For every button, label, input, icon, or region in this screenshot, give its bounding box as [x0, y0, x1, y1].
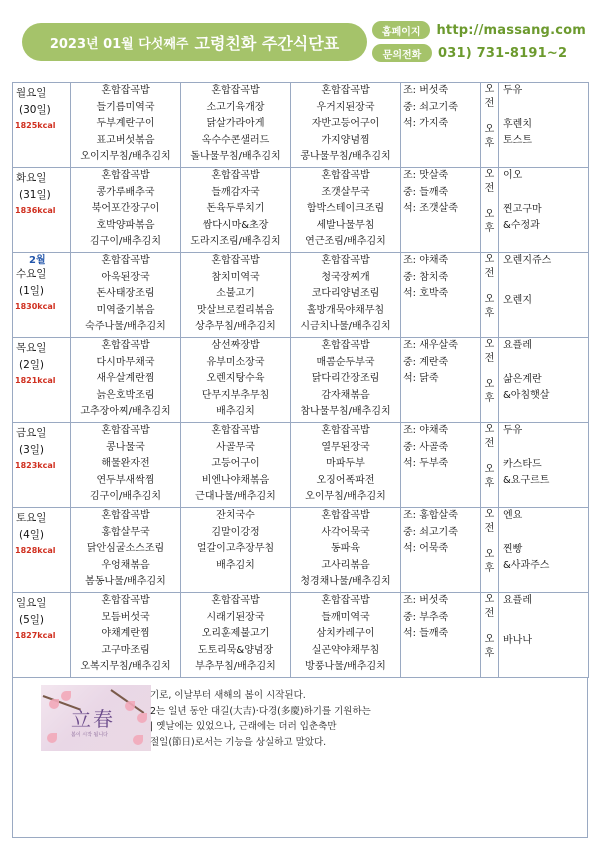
- menu-item: 부추무침/배추김치: [195, 661, 276, 672]
- porridge-item: 조: 야채죽: [403, 255, 449, 266]
- snack-pm-item: 찐고구마: [503, 204, 542, 215]
- breakfast-cell: [71, 83, 181, 168]
- day-date: (5일): [19, 614, 45, 626]
- porridge-cell: [401, 423, 481, 508]
- menu-item: 닭다리간장조림: [311, 373, 380, 384]
- menu-item: 세발나물무침: [316, 219, 375, 231]
- kcal-label: 1828kcal: [15, 546, 56, 555]
- menu-item: 청경채나물/배추김치: [300, 576, 391, 587]
- porridge-item: 중: 쇠고기죽: [403, 526, 458, 538]
- menu-item: 우거지된장국: [316, 101, 375, 113]
- menu-item: 함박스테이크조림: [306, 203, 385, 214]
- menu-item: 혼합잡곡밥: [321, 170, 370, 181]
- snack-pm-item: 오렌지: [503, 295, 532, 306]
- lunch-cell: [181, 593, 291, 678]
- snack-cell: [499, 253, 589, 338]
- menu-item: 혼합잡곡밥: [101, 340, 150, 351]
- day-cell: [13, 338, 71, 423]
- menu-item: 해물완자전: [101, 458, 150, 469]
- menu-item: 혼합잡곡밥: [211, 85, 260, 96]
- day-name: 토요일: [16, 512, 47, 524]
- menu-item: 오렌지탕수육: [206, 373, 265, 384]
- menu-item: 콩나물국: [106, 441, 145, 453]
- menu-item: 들깨미역국: [321, 611, 370, 623]
- snack-pm-item: 삶은계란: [503, 374, 542, 385]
- day-cell: [13, 593, 71, 678]
- am-pm-cell: [481, 253, 499, 338]
- menu-item: 오이지무침/배추김치: [80, 151, 171, 162]
- menu-item: 연근조림/배추김치: [305, 236, 386, 247]
- day-name: 월요일: [16, 87, 47, 99]
- day-date: (2일): [19, 359, 45, 371]
- menu-item: 봄동나물/배추김치: [85, 576, 166, 587]
- day-date: (3일): [19, 444, 45, 456]
- porridge-item: 중: 들깨죽: [403, 186, 449, 198]
- menu-item: 삼치카레구이: [316, 628, 375, 639]
- day-date: (31일): [19, 189, 51, 201]
- menu-item: 미역줄기볶음: [96, 304, 155, 316]
- menu-item: 청국장찌개: [321, 271, 370, 283]
- day-cell: [13, 508, 71, 593]
- menu-item: 혼합잡곡밥: [101, 425, 150, 436]
- menu-item: 김구이/배추김치: [90, 491, 161, 502]
- day-cell: [13, 423, 71, 508]
- porridge-cell: [401, 338, 481, 423]
- menu-item: 코다리양념조림: [311, 288, 380, 299]
- am-label: 오전: [484, 424, 495, 449]
- porridge-item: 석: 호박죽: [403, 288, 449, 299]
- am-pm-cell: [481, 338, 499, 423]
- title-main: 고령친화 주간식단표: [194, 33, 340, 53]
- menu-item: 새우살계란찜: [96, 373, 155, 384]
- day-row: [13, 508, 589, 593]
- day-date: (4일): [19, 529, 45, 541]
- day-name: 목요일: [16, 342, 47, 354]
- porridge-item: 석: 어묵죽: [403, 543, 449, 554]
- menu-item: 오복지무침/배추김치: [80, 661, 171, 672]
- menu-item: 우엉채볶음: [101, 559, 150, 571]
- day-cell: [13, 83, 71, 168]
- menu-item: 비엔나야채볶음: [201, 474, 270, 486]
- porridge-item: 석: 조갯살죽: [403, 203, 458, 214]
- footer-line: 절일(節日)로서는 기능을 상실하고 말았다.: [150, 736, 327, 748]
- menu-item: 콩나물무침/배추김치: [300, 151, 391, 162]
- menu-item: 모듬버섯국: [101, 611, 150, 623]
- am-label: 오전: [484, 594, 495, 619]
- snack-am-item: 이오: [503, 170, 523, 181]
- menu-item: 숙주나물/배추김치: [85, 321, 166, 332]
- porridge-item: 중: 계란죽: [403, 356, 449, 368]
- menu-item: 자반고등어구이: [311, 118, 380, 129]
- title-week: 2023년 01월 다섯째주: [49, 36, 189, 52]
- menu-item: 혼합잡곡밥: [101, 255, 150, 266]
- month-mark: 2월: [29, 255, 46, 266]
- ipchun-title: 立春: [71, 707, 115, 731]
- snack-cell: [499, 338, 589, 423]
- footer-line: 기로, 이날부터 새해의 봄이 시작된다.: [150, 690, 306, 701]
- menu-item: 삼선짜장밥: [211, 340, 260, 351]
- breakfast-cell: [71, 168, 181, 253]
- menu-item: 사골무국: [216, 441, 255, 453]
- menu-item: 쌈다시마&초장: [202, 219, 269, 231]
- breakfast-cell: [71, 253, 181, 338]
- menu-item: 혼합잡곡밥: [211, 425, 260, 436]
- lunch-cell: [181, 168, 291, 253]
- kcal-label: 1821kcal: [15, 376, 56, 385]
- breakfast-cell: [71, 508, 181, 593]
- pm-label: 오후: [484, 379, 495, 404]
- menu-item: 소고기육개장: [206, 101, 265, 113]
- menu-item: 다시마무채국: [96, 356, 155, 368]
- snack-am-item: 두유: [503, 425, 523, 436]
- snack-cell: [499, 508, 589, 593]
- menu-item: 도토리묵&양념장: [197, 644, 274, 656]
- snack-cell: [499, 593, 589, 678]
- menu-item: 오징어폭파전: [316, 474, 375, 486]
- menu-item: 연두부새싹찜: [96, 474, 155, 486]
- snack-pm-item: 찐빵: [503, 544, 523, 555]
- menu-item: 김구이/배추김치: [90, 236, 161, 247]
- menu-item: 혼합잡곡밥: [321, 340, 370, 351]
- menu-item: 동파육: [331, 543, 360, 554]
- pm-label: 오후: [484, 464, 495, 489]
- am-label: 오전: [484, 339, 495, 364]
- porridge-item: 조: 야채죽: [403, 425, 449, 436]
- porridge-item: 조: 홍합살죽: [403, 510, 458, 521]
- snack-cell: [499, 168, 589, 253]
- am-pm-cell: [481, 508, 499, 593]
- menu-item: 늙은호박조림: [96, 389, 155, 401]
- lunch-cell: [181, 253, 291, 338]
- menu-item: 홍합살무국: [101, 526, 150, 538]
- menu-item: 오리훈제불고기: [201, 628, 270, 639]
- pm-label: 오후: [484, 634, 495, 659]
- homepage-link[interactable]: http://massang.com: [436, 22, 586, 38]
- menu-item: 혼합잡곡밥: [211, 170, 260, 181]
- kcal-label: 1836kcal: [15, 206, 56, 215]
- menu-item: 혼합잡곡밥: [101, 510, 150, 521]
- snack-am-item: 엔요: [503, 510, 523, 521]
- porridge-item: 중: 사골죽: [403, 441, 449, 453]
- porridge-cell: [401, 83, 481, 168]
- day-date: (30일): [19, 104, 51, 116]
- menu-item: 혼합잡곡밥: [101, 170, 150, 181]
- menu-item: 소불고기: [216, 288, 255, 299]
- porridge-item: 조: 맛살죽: [403, 170, 449, 181]
- menu-item: 혼합잡곡밥: [321, 85, 370, 96]
- snack-pm-item: 토스트: [503, 135, 532, 146]
- contact-phone: 031) 731-8191~2: [438, 45, 568, 61]
- dinner-cell: [291, 423, 401, 508]
- menu-item: 참치미역국: [211, 271, 260, 283]
- menu-item: 닭살가라아게: [206, 118, 265, 129]
- menu-item: 옥수수콘샐러드: [201, 134, 270, 146]
- menu-item: 조갯살무국: [321, 186, 370, 198]
- porridge-item: 중: 참치죽: [403, 271, 449, 283]
- snack-am-item: 두유: [503, 85, 523, 96]
- day-row: [13, 168, 589, 253]
- menu-item: 들깨감자국: [211, 186, 260, 198]
- menu-item: 고사리볶음: [321, 559, 370, 571]
- day-name: 화요일: [16, 172, 47, 184]
- menu-item: 배추김치: [216, 559, 255, 571]
- dinner-cell: [291, 253, 401, 338]
- porridge-item: 석: 닭죽: [403, 373, 439, 384]
- porridge-cell: [401, 168, 481, 253]
- porridge-cell: [401, 593, 481, 678]
- menu-item: 시금치나물/배추김치: [300, 321, 391, 332]
- day-row: [13, 593, 589, 678]
- day-row: [13, 423, 589, 508]
- menu-item: 오이무침/배추김치: [305, 491, 386, 502]
- porridge-item: 중: 부추죽: [403, 611, 449, 623]
- am-pm-cell: [481, 83, 499, 168]
- pm-label: 오후: [484, 294, 495, 319]
- porridge-item: 석: 가지죽: [403, 118, 449, 129]
- menu-item: 혼합잡곡밥: [211, 255, 260, 266]
- header: [14, 20, 586, 66]
- menu-item: 가지양념찜: [321, 134, 370, 146]
- menu-item: 배추김치: [216, 406, 255, 417]
- pm-label: 오후: [484, 549, 495, 574]
- am-pm-cell: [481, 593, 499, 678]
- day-name: 수요일: [16, 268, 47, 280]
- dinner-cell: [291, 83, 401, 168]
- pm-label: 오후: [484, 124, 495, 149]
- menu-item: 고추장아찌/배추김치: [80, 406, 171, 417]
- snack-am-item: 요플레: [503, 595, 532, 606]
- am-label: 오전: [484, 169, 495, 194]
- title-banner: [22, 23, 367, 61]
- menu-item: 단무지부추무침: [201, 389, 270, 401]
- menu-item: 혼합잡곡밥: [321, 595, 370, 606]
- breakfast-cell: [71, 593, 181, 678]
- snack-pm-item: 카스타드: [503, 459, 542, 470]
- menu-item: 도라지조림/배추김치: [190, 236, 281, 247]
- contact-row: [372, 43, 586, 63]
- snack-am-item: 요플레: [503, 340, 532, 351]
- day-cell: [13, 168, 71, 253]
- menu-item: 들기름미역국: [96, 101, 155, 113]
- lunch-cell: [181, 338, 291, 423]
- kcal-label: 1823kcal: [15, 461, 56, 470]
- menu-item: 열무된장국: [321, 441, 370, 453]
- menu-item: 혼합잡곡밥: [101, 595, 150, 606]
- porridge-cell: [401, 508, 481, 593]
- day-date: (1일): [19, 285, 45, 297]
- contact-label: 문의전화: [372, 44, 432, 62]
- menu-item: 방풍나물/배추김치: [305, 661, 386, 672]
- contact-info: [372, 20, 586, 66]
- menu-item: 고등어구이: [211, 458, 260, 469]
- dinner-cell: [291, 508, 401, 593]
- ipchun-image: [41, 685, 151, 751]
- porridge-item: 중: 쇠고기죽: [403, 101, 458, 113]
- menu-item: 혼합잡곡밥: [101, 85, 150, 96]
- menu-item: 시래기된장국: [206, 611, 265, 623]
- day-name: 금요일: [16, 427, 47, 439]
- menu-item: 돌나물무침/배추김치: [190, 151, 281, 162]
- lunch-cell: [181, 83, 291, 168]
- menu-item: 근대나물/배추김치: [195, 491, 276, 502]
- am-label: 오전: [484, 84, 495, 109]
- dinner-cell: [291, 338, 401, 423]
- day-row: [13, 338, 589, 423]
- day-cell: [13, 253, 71, 338]
- menu-item: 돈육두루치기: [206, 203, 265, 214]
- lunch-cell: [181, 423, 291, 508]
- menu-item: 콩가루배추국: [96, 186, 155, 198]
- menu-item: 유부미소장국: [206, 356, 265, 368]
- ipchun-caption: 봄이 시작 됩니다: [71, 732, 108, 738]
- weekly-menu-table: [12, 82, 589, 678]
- porridge-item: 석: 들깨죽: [403, 628, 449, 639]
- menu-item: 두부계란구이: [96, 118, 155, 129]
- snack-pm-item: &아침햇살: [503, 390, 550, 401]
- dinner-cell: [291, 168, 401, 253]
- menu-item: 혼합잡곡밥: [321, 425, 370, 436]
- menu-item: 닭안심굴소스조림: [86, 543, 165, 554]
- snack-pm-item: &수정과: [503, 220, 540, 231]
- porridge-item: 조: 버섯죽: [403, 595, 449, 606]
- menu-item: 감자채볶음: [321, 389, 370, 401]
- homepage-label: 홈페이지: [372, 21, 430, 39]
- menu-item: 사각어묵국: [321, 526, 370, 538]
- kcal-label: 1830kcal: [15, 302, 56, 311]
- am-pm-cell: [481, 168, 499, 253]
- porridge-item: 석: 두부죽: [403, 458, 449, 469]
- am-label: 오전: [484, 254, 495, 279]
- snack-cell: [499, 423, 589, 508]
- am-label: 오전: [484, 509, 495, 534]
- menu-item: 잔치국수: [216, 510, 255, 521]
- menu-item: 야채계란찜: [101, 628, 150, 639]
- menu-item: 고구마조림: [101, 644, 150, 656]
- footer-note: [12, 678, 588, 838]
- menu-item: 상추무침/배추김치: [195, 321, 276, 332]
- pm-label: 오후: [484, 209, 495, 234]
- porridge-item: 조: 버섯죽: [403, 85, 449, 96]
- day-row: [13, 83, 589, 168]
- kcal-label: 1827kcal: [15, 631, 56, 640]
- menu-item: 혼합잡곡밥: [211, 595, 260, 606]
- menu-item: 표고버섯볶음: [96, 134, 155, 146]
- menu-item: 돈사태장조림: [96, 288, 155, 299]
- kcal-label: 1825kcal: [15, 121, 56, 130]
- menu-item: 김말이강정: [211, 526, 260, 538]
- snack-cell: [499, 83, 589, 168]
- menu-item: 맛살브로컬리볶음: [196, 304, 275, 316]
- snack-pm-item: 바나나: [503, 635, 532, 646]
- snack-pm-item: &요구르트: [503, 475, 550, 486]
- footer-line: | 옛날에는 있었으나, 근래에는 더러 입춘축만: [150, 721, 337, 732]
- day-name: 일요일: [16, 597, 47, 609]
- homepage-row: [372, 20, 586, 40]
- am-pm-cell: [481, 423, 499, 508]
- menu-item: 매콤순두부국: [316, 356, 375, 368]
- footer-line: 2는 일년 동안 대길(大吉)·다경(多慶)하기를 기원하는: [150, 705, 371, 717]
- porridge-item: 조: 새우살죽: [403, 340, 458, 351]
- menu-item: 아욱된장국: [101, 271, 150, 283]
- menu-item: 혼합잡곡밥: [321, 510, 370, 521]
- menu-item: 호박양파볶음: [96, 219, 155, 231]
- breakfast-cell: [71, 338, 181, 423]
- menu-item: 북어포간장구이: [91, 203, 160, 214]
- menu-item: 홀방개묵야채무침: [306, 304, 385, 316]
- menu-item: 참나물무침/배추김치: [300, 406, 391, 417]
- snack-pm-item: 후렌치: [503, 119, 532, 130]
- menu-item: 혼합잡곡밥: [321, 255, 370, 266]
- breakfast-cell: [71, 423, 181, 508]
- snack-am-item: 오렌지쥬스: [503, 255, 552, 266]
- menu-item: 실곤약야채무침: [311, 644, 380, 656]
- menu-item: 얼갈이고추장무침: [196, 543, 275, 554]
- porridge-cell: [401, 253, 481, 338]
- lunch-cell: [181, 508, 291, 593]
- snack-pm-item: &사과주스: [503, 560, 550, 571]
- footer-text: [150, 688, 371, 750]
- menu-item: 마파두부: [326, 458, 365, 469]
- day-row: [13, 253, 589, 338]
- dinner-cell: [291, 593, 401, 678]
